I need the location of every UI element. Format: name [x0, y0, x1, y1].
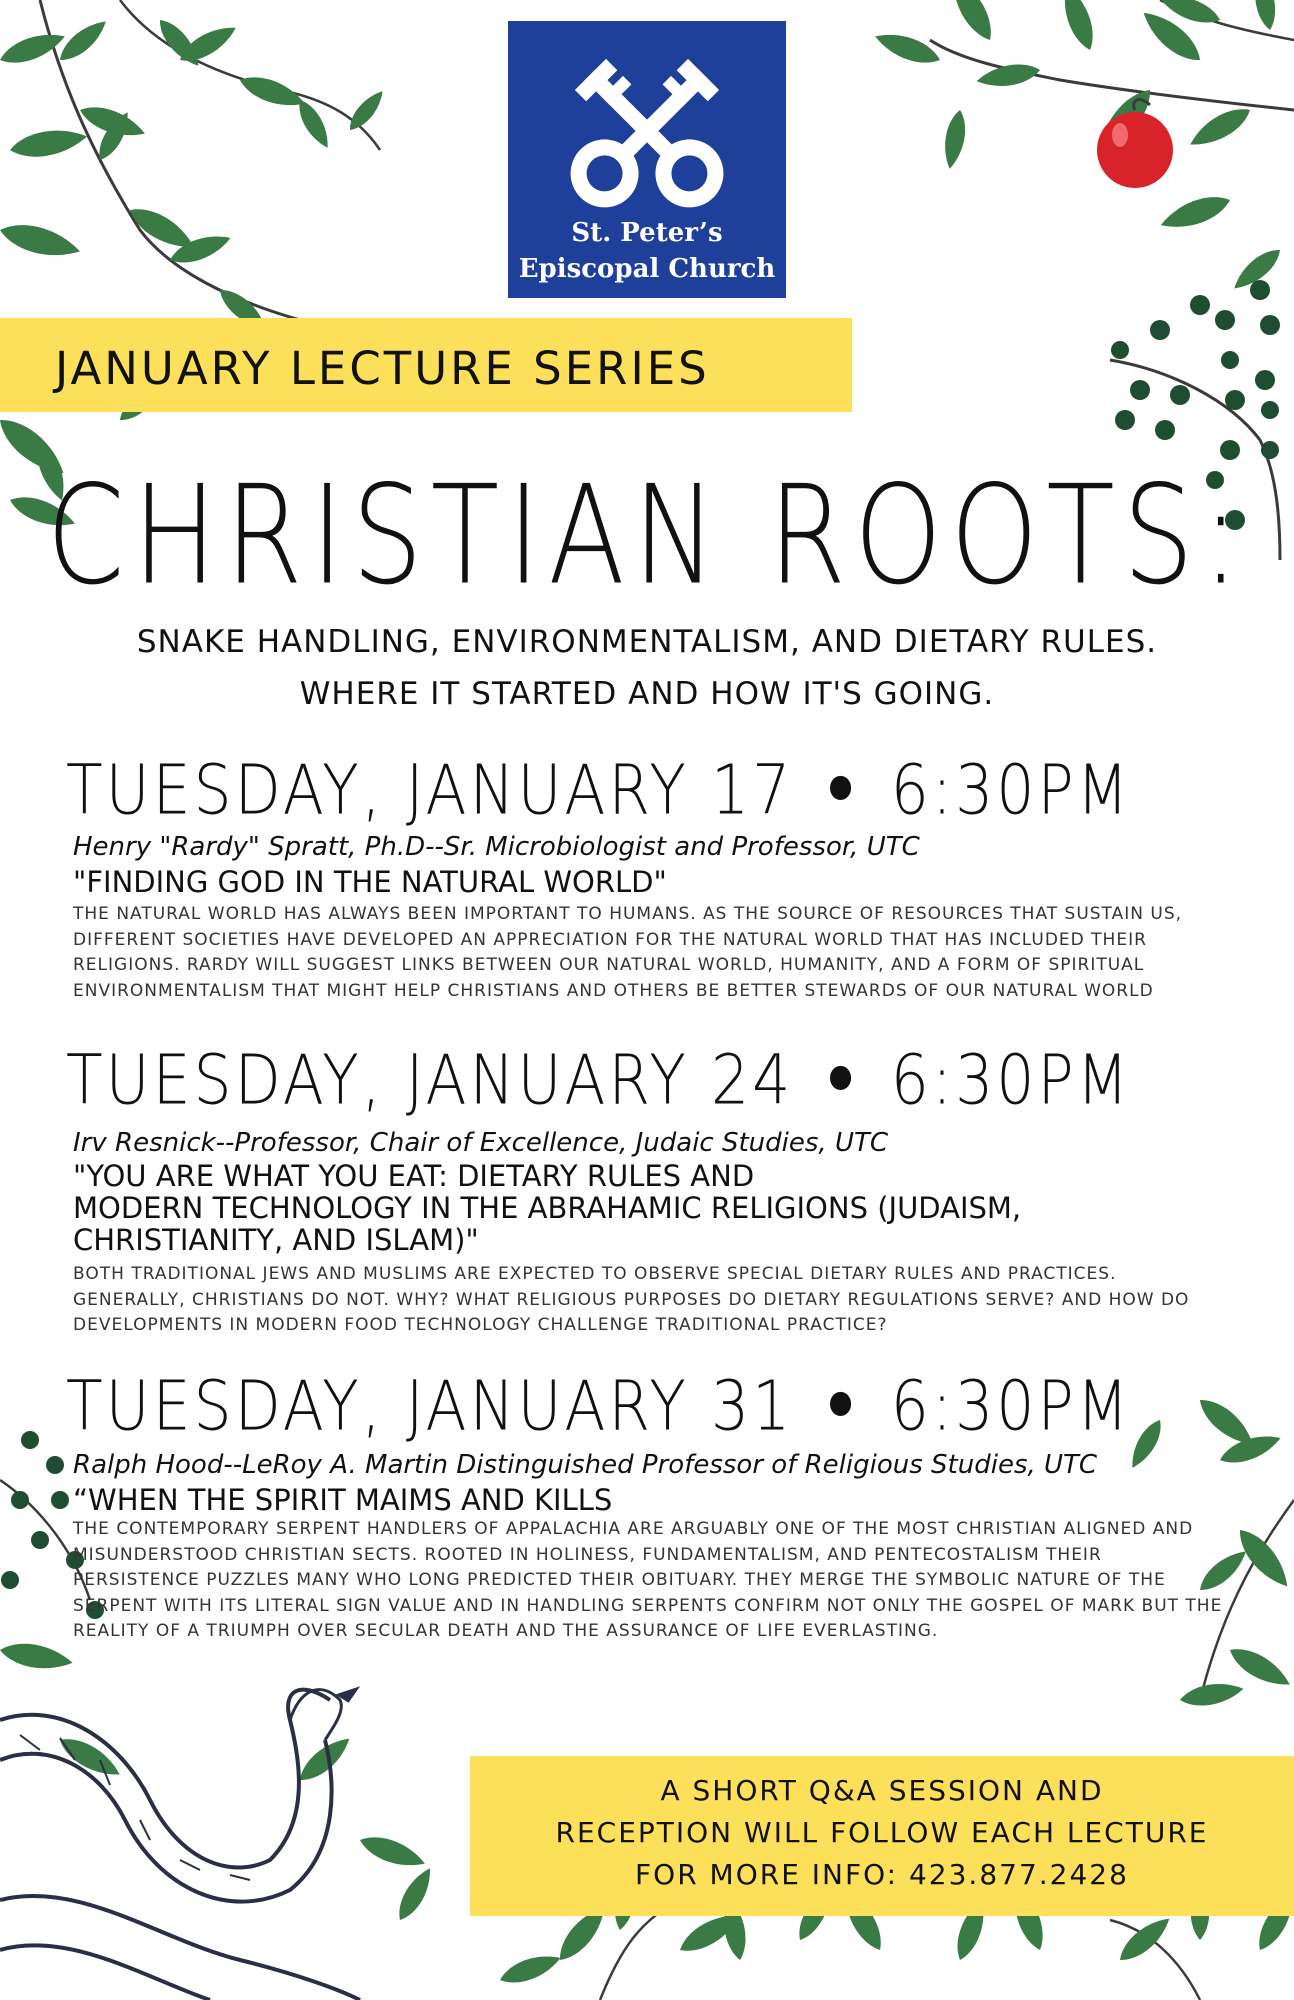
logo-line-2: Episcopal Church	[518, 254, 776, 284]
lecture-description: BOTH TRADITIONAL JEWS AND MUSLIMS ARE EXPECTED TO OBSERVE SPECIAL DIETARY RULES AND PRACTICES. GENERALLY, CHRISTIANS DO NOT. WHY? WHAT RELIGIOUS PURPOSES DO DIETARY REGULATIONS SERVE? AND HOW DO DEVELOPMENTS IN MODERN FOOD TECHNOLOGY CHALLENGE TRADITIONAL PRACTICE?	[73, 1264, 1190, 1335]
lecture-date-heading	[66, 1040, 1131, 1121]
leafy-branch-icon	[872, 0, 1294, 296]
lecture-speaker: Henry "Rardy" Spratt, Ph.D--Sr. Microbiologist and Professor, UTC	[73, 832, 920, 862]
info-line-1: A SHORT Q&A SESSION AND	[660, 1774, 1104, 1807]
lecture-date: TUESDAY, JANUARY 17	[66, 750, 794, 831]
lecture-title	[73, 866, 667, 898]
lecture-title-line: “WHEN THE SPIRIT MAIMS AND KILLS	[73, 1483, 613, 1517]
page-title: CHRISTIAN ROOTS:	[46, 456, 1248, 616]
apple-icon	[1097, 100, 1173, 188]
snake-icon	[0, 1690, 360, 2000]
series-banner	[0, 318, 852, 412]
lecture-description: THE CONTEMPORARY SERPENT HANDLERS OF APPALACHIA ARE ARGUABLY ONE OF THE MOST CHRISTIAN ALIGNED AND MISUNDERSTOOD CHRISTIAN SECTS. ROOTED IN HOLINESS, FUNDAMENTALISM, AND PENTECOSTALISM THEIR PERSISTENCE PUZZLES MANY WHO LONG PREDICTED THEIR OBITUARY. THEY MERGE THE SYMBOLIC NATURE OF THE SERPENT WITH ITS LITERAL SIGN VALUE AND IN HANDLING SERPENTS CONFIRM NOT ONLY THE GOSPEL OF MARK BUT THE REALITY OF A TRIUMPH OVER SECULAR DEATH AND THE ASSURANCE OF LIFE EVERLASTING.	[73, 1519, 1223, 1641]
lecture-time: 6:30PM	[890, 1040, 1132, 1121]
lecture-title	[73, 1484, 612, 1516]
lecture-speaker: Ralph Hood--LeRoy A. Martin Distinguished Professor of Religious Studies, UTC	[73, 1450, 1098, 1480]
lecture-title-line: MODERN TECHNOLOGY IN THE ABRAHAMIC RELIGIONS (JUDAISM,	[73, 1191, 1022, 1225]
lecture-time: 6:30PM	[890, 750, 1132, 831]
lecture-date-heading	[66, 1366, 1131, 1447]
info-line-3: FOR MORE INFO: 423.877.2428	[635, 1858, 1129, 1891]
series-banner-text: JANUARY LECTURE SERIES	[55, 342, 710, 395]
lecture-date: TUESDAY, JANUARY 31	[66, 1366, 794, 1447]
church-logo	[508, 21, 786, 298]
info-line-2: RECEPTION WILL FOLLOW EACH LECTURE	[555, 1816, 1209, 1849]
leafy-branch-icon	[0, 0, 389, 336]
lecture-description: THE NATURAL WORLD HAS ALWAYS BEEN IMPORTANT TO HUMANS. AS THE SOURCE OF RESOURCES THAT SUSTAIN US, DIFFERENT SOCIETIES HAVE DEVELOPED AN APPRECIATION FOR THE NATURAL WORLD THAT HAS INCLUDED THEIR RELIGIONS. RARDY WILL SUGGEST LINKS BETWEEN OUR NATURAL WORLD, HUMANITY, AND A FORM OF SPIRITUAL ENVIRONMENTALISM THAT MIGHT HELP CHRISTIANS AND OTHERS BE BETTER STEWARDS OF OUR NATURAL WORLD	[73, 904, 1183, 1001]
lecture-title-line: "YOU ARE WHAT YOU EAT: DIETARY RULES AND	[73, 1159, 755, 1193]
bullet-separator: •	[821, 1040, 863, 1121]
lecture-title-line: "FINDING GOD IN THE NATURAL WORLD"	[73, 865, 667, 899]
lecture-time: 6:30PM	[890, 1366, 1132, 1447]
lecture-title-line: CHRISTIANITY, AND ISLAM)"	[73, 1223, 479, 1257]
subtitle-line-2: WHERE IT STARTED AND HOW IT'S GOING.	[299, 676, 995, 712]
bullet-separator: •	[821, 1366, 863, 1447]
lecture-date: TUESDAY, JANUARY 24	[66, 1040, 794, 1121]
logo-line-1: St. Peter’s	[571, 218, 723, 248]
lecture-speaker: Irv Resnick--Professor, Chair of Excellence, Judaic Studies, UTC	[73, 1128, 889, 1158]
bullet-separator: •	[821, 750, 863, 831]
subtitle-line-1: SNAKE HANDLING, ENVIRONMENTALISM, AND DIETARY RULES.	[136, 624, 1158, 660]
info-box	[470, 1756, 1294, 1916]
lecture-title	[73, 1160, 1021, 1256]
lecture-date-heading	[66, 750, 1131, 831]
